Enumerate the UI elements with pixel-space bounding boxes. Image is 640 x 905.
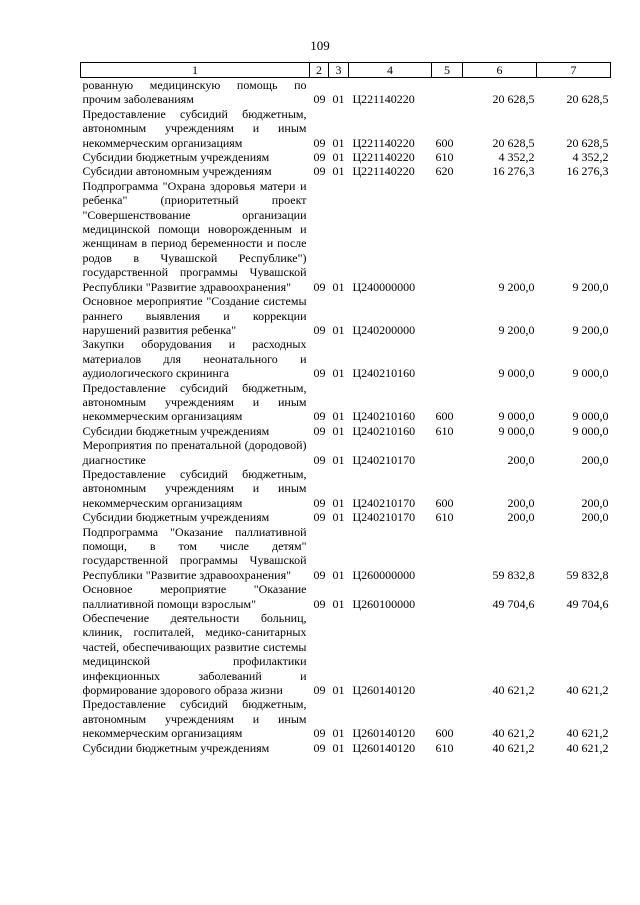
table-row <box>81 741 611 755</box>
row-section: 09 <box>313 452 326 467</box>
row-name: Субсидии бюджетным учреждениям <box>82 740 270 755</box>
row-amount-1: 9 000,0 <box>498 366 535 381</box>
row-amount-1: 16 276,3 <box>492 164 535 179</box>
row-amount-2: 20 628,5 <box>566 135 609 150</box>
row-amount-1: 200,0 <box>507 510 535 525</box>
row-section: 09 <box>313 683 326 698</box>
row-amount-1: 200,0 <box>507 495 535 510</box>
table-row <box>81 438 611 467</box>
row-name: Подпрограмма "Охрана здоровья матери и ребенка" (приоритетный проект "Совершенствование организации медицинской помощи новорожденным и женщинам в период беременности и после родов в Чувашской Республике") государственной программы Чувашской Республики "Развитие здравоохранения" <box>82 178 307 294</box>
row-section: 09 <box>313 92 326 107</box>
row-target-article: Ц240210170 <box>352 452 416 467</box>
row-expense-type: 600 <box>435 495 454 510</box>
row-expense-type: 620 <box>435 164 454 179</box>
row-expense-type <box>432 582 463 611</box>
row-amount-1: 9 200,0 <box>498 279 535 294</box>
page-number: 109 <box>310 38 330 53</box>
table-row <box>81 78 611 107</box>
table-row <box>81 164 611 178</box>
table-row <box>81 697 611 740</box>
row-amount-2: 9 000,0 <box>572 423 609 438</box>
row-expense-type <box>432 179 463 294</box>
row-name: Закупки оборудования и расходных материалов для неонатального и аудиологического скрининга <box>82 337 307 381</box>
row-amount-2: 49 704,6 <box>566 596 609 611</box>
row-amount-2: 40 621,2 <box>566 683 609 698</box>
budget-table <box>80 62 611 755</box>
row-section: 09 <box>313 322 326 337</box>
row-amount-2: 20 628,5 <box>566 92 609 107</box>
row-amount-1: 9 000,0 <box>498 423 535 438</box>
row-name: Субсидии бюджетным учреждениям <box>82 150 270 165</box>
row-target-article: Ц260140120 <box>352 726 416 741</box>
row-subsection: 01 <box>332 366 345 381</box>
row-amount-1: 40 621,2 <box>492 683 535 698</box>
row-subsection: 01 <box>332 452 345 467</box>
row-expense-type <box>432 438 463 467</box>
row-expense-type: 600 <box>435 409 454 424</box>
row-target-article: Ц240210170 <box>352 495 416 510</box>
row-section: 09 <box>313 423 326 438</box>
row-expense-type: 610 <box>435 510 454 525</box>
row-amount-1: 200,0 <box>507 452 535 467</box>
row-target-article: Ц240210170 <box>352 510 416 525</box>
row-target-article: Ц260140120 <box>352 683 416 698</box>
row-amount-1: 59 832,8 <box>492 567 535 582</box>
row-subsection: 01 <box>332 92 345 107</box>
table-row <box>81 424 611 438</box>
row-amount-1: 9 000,0 <box>498 409 535 424</box>
row-expense-type <box>432 294 463 337</box>
row-amount-1: 20 628,5 <box>492 135 535 150</box>
row-section: 09 <box>313 495 326 510</box>
row-subsection: 01 <box>332 726 345 741</box>
row-amount-2: 16 276,3 <box>566 164 609 179</box>
row-subsection: 01 <box>332 495 345 510</box>
row-amount-2: 59 832,8 <box>566 567 609 582</box>
row-target-article: Ц240210160 <box>352 423 416 438</box>
row-amount-2: 200,0 <box>581 510 609 525</box>
row-expense-type: 600 <box>435 726 454 741</box>
row-amount-2: 40 621,2 <box>566 740 609 755</box>
row-target-article: Ц240210160 <box>352 409 416 424</box>
row-subsection: 01 <box>332 135 345 150</box>
row-name: Предоставление субсидий бюджетным, автономным учреждениям и иным некоммерческим организациям <box>82 697 307 741</box>
row-section: 09 <box>313 135 326 150</box>
row-name: Основное мероприятие "Создание системы раннего выявления и коррекции нарушений развития ребенка" <box>82 294 307 337</box>
row-amount-2: 9 200,0 <box>572 322 609 337</box>
row-name: Предоставление субсидий бюджетным, автономным учреждениям и иным некоммерческим организациям <box>82 380 307 424</box>
row-subsection: 01 <box>332 279 345 294</box>
header-col-2: 2 <box>310 63 329 78</box>
row-expense-type <box>432 78 463 107</box>
row-target-article: Ц221140220 <box>352 164 415 179</box>
row-target-article: Ц260000000 <box>352 567 416 582</box>
header-col-7: 7 <box>537 63 611 78</box>
row-section: 09 <box>313 150 326 165</box>
row-target-article: Ц240000000 <box>352 279 416 294</box>
row-subsection: 01 <box>332 423 345 438</box>
header-col-3: 3 <box>329 63 349 78</box>
row-amount-2: 9 000,0 <box>572 409 609 424</box>
table-row <box>81 337 611 380</box>
row-name: Субсидии автономным учреждениям <box>82 164 272 179</box>
row-expense-type: 610 <box>435 150 454 165</box>
row-amount-2: 200,0 <box>581 495 609 510</box>
row-subsection: 01 <box>332 164 345 179</box>
row-amount-2: 9 000,0 <box>572 366 609 381</box>
row-amount-2: 9 200,0 <box>572 279 609 294</box>
row-subsection: 01 <box>332 322 345 337</box>
row-name: Субсидии бюджетным учреждениям <box>82 423 270 438</box>
table-row <box>81 611 611 697</box>
row-amount-1: 9 200,0 <box>498 322 535 337</box>
row-target-article: Ц240200000 <box>352 322 416 337</box>
row-target-article: Ц260140120 <box>352 740 416 755</box>
table-header <box>81 63 611 78</box>
row-section: 09 <box>313 409 326 424</box>
row-expense-type: 610 <box>435 740 454 755</box>
row-name: Предоставление субсидий бюджетным, автономным учреждениям и иным некоммерческим организациям <box>82 106 307 150</box>
row-expense-type: 610 <box>435 423 454 438</box>
row-name: рованную медицинскую помощь по прочим заболеваниям <box>82 78 307 107</box>
row-name: Подпрограмма "Оказание паллиативной помощи, в том числе детям" государственной программы Чувашской Республики "Развитие здравоохранения" <box>82 524 307 582</box>
row-amount-2: 200,0 <box>581 452 609 467</box>
row-subsection: 01 <box>332 150 345 165</box>
table-body <box>81 78 611 756</box>
row-target-article: Ц240210160 <box>352 366 416 381</box>
row-name: Основное мероприятие "Оказание паллиативной помощи взрослым" <box>82 582 307 611</box>
table-row <box>81 467 611 510</box>
row-subsection: 01 <box>332 683 345 698</box>
row-section: 09 <box>313 567 326 582</box>
table-row <box>81 294 611 337</box>
header-row <box>81 63 611 78</box>
row-section: 09 <box>313 596 326 611</box>
table-row <box>81 381 611 424</box>
row-target-article: Ц221140220 <box>352 92 415 107</box>
row-amount-2: 40 621,2 <box>566 726 609 741</box>
row-name: Мероприятия по пренатальной (дородовой) диагностике <box>82 438 307 467</box>
row-expense-type <box>432 525 463 583</box>
row-target-article: Ц260100000 <box>352 596 416 611</box>
table-row <box>81 525 611 583</box>
row-section: 09 <box>313 510 326 525</box>
row-name: Предоставление субсидий бюджетным, автономным учреждениям и иным некоммерческим организациям <box>82 466 307 510</box>
row-name: Обеспечение деятельности больниц, клиник, госпиталей, медико-санитарных частей, обеспечивающих развитие системы медицинской профилактики инфекционных заболеваний и формирование здорового образа жизни <box>82 611 307 698</box>
header-col-6: 6 <box>463 63 537 78</box>
row-section: 09 <box>313 740 326 755</box>
row-section: 09 <box>313 366 326 381</box>
table-row <box>81 510 611 524</box>
row-subsection: 01 <box>332 567 345 582</box>
row-amount-1: 40 621,2 <box>492 726 535 741</box>
row-subsection: 01 <box>332 740 345 755</box>
row-section: 09 <box>313 279 326 294</box>
header-col-4: 4 <box>349 63 432 78</box>
row-subsection: 01 <box>332 596 345 611</box>
table-row <box>81 582 611 611</box>
row-section: 09 <box>313 164 326 179</box>
row-section: 09 <box>313 726 326 741</box>
row-amount-2: 4 352,2 <box>572 150 609 165</box>
header-col-5: 5 <box>432 63 463 78</box>
row-expense-type <box>432 611 463 697</box>
row-subsection: 01 <box>332 409 345 424</box>
row-amount-1: 4 352,2 <box>498 150 535 165</box>
header-col-1: 1 <box>81 63 310 78</box>
row-subsection: 01 <box>332 510 345 525</box>
table-row <box>81 150 611 164</box>
row-expense-type: 600 <box>435 135 454 150</box>
row-expense-type <box>432 337 463 380</box>
table-row <box>81 107 611 150</box>
row-amount-1: 20 628,5 <box>492 92 535 107</box>
row-amount-1: 40 621,2 <box>492 740 535 755</box>
row-name: Субсидии бюджетным учреждениям <box>82 510 270 525</box>
row-amount-1: 49 704,6 <box>492 596 535 611</box>
row-target-article: Ц221140220 <box>352 135 415 150</box>
row-target-article: Ц221140220 <box>352 150 415 165</box>
table-row <box>81 179 611 294</box>
